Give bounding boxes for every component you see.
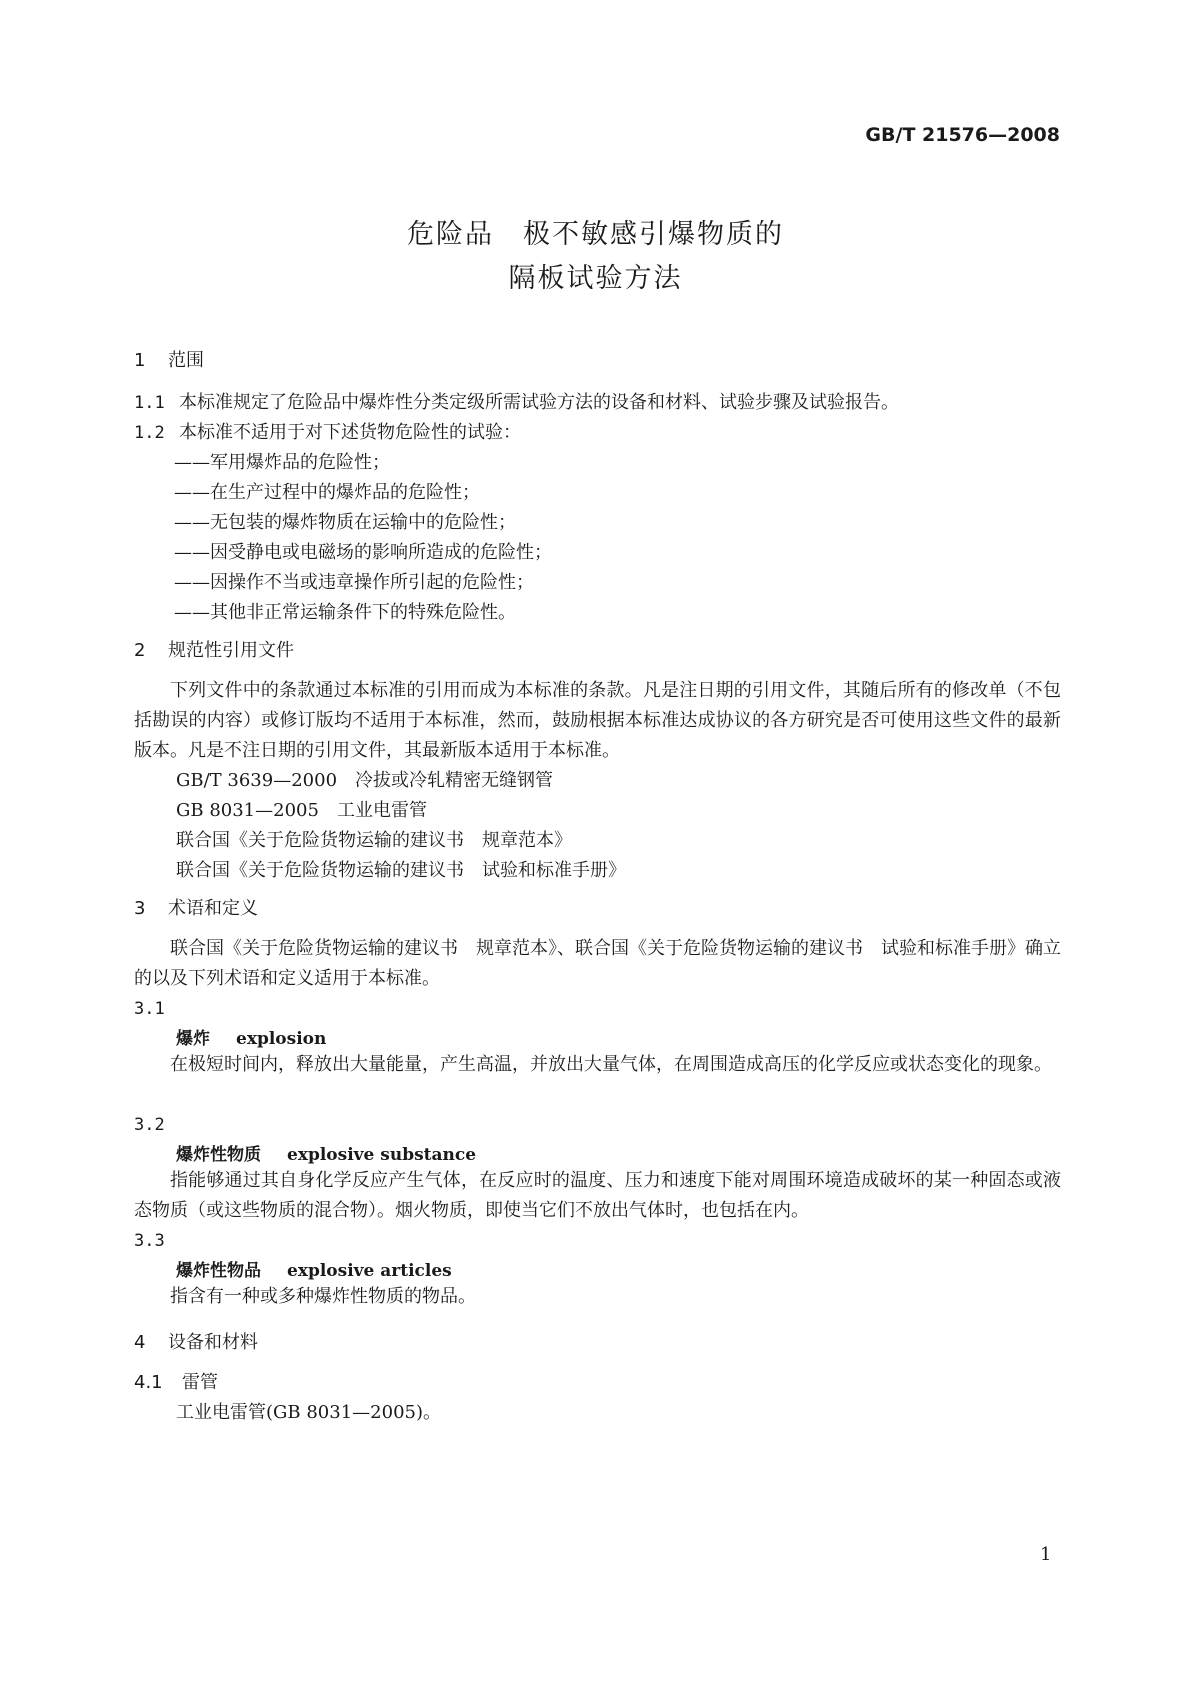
standard-code: GB/T 21576—2008 — [865, 124, 1060, 146]
section-2-paragraph: 下列文件中的条款通过本标准的引用而成为本标准的条款。凡是注日期的引用文件，其随后所有的修改单（不包括勘误的内容）或修订版均不适用于本标准，然而，鼓励根据本标准达成协议的各方研究是否可使用这些文件的最新版本。凡是不注日期的引用文件，其最新版本适用于本标准。 — [134, 680, 1061, 761]
clause-number: 1.1 — [134, 393, 165, 413]
list-item: ——在生产过程中的爆炸品的危险性； — [174, 482, 480, 503]
section-title: 术语和定义 — [168, 898, 258, 919]
section-number: 2 — [134, 640, 146, 661]
section-title: 规范性引用文件 — [168, 640, 294, 661]
section-4-heading — [134, 1328, 258, 1354]
clause-number: 4.1 — [134, 1372, 163, 1393]
section-title: 范围 — [168, 350, 204, 371]
term-en: explosive articles — [287, 1261, 452, 1281]
clause-text: 本标准不适用于对下述货物危险性的试验： — [179, 422, 521, 443]
term-en: explosion — [236, 1029, 327, 1049]
reference-item: GB/T 3639—2000 冷拔或冷轧精密无缝钢管 — [176, 770, 554, 791]
document-title-line1: 危险品 极不敏感引爆物质的 — [407, 219, 784, 250]
term-definition: 指能够通过其自身化学反应产生气体，在反应时的温度、压力和速度下能对周围环境造成破坏的某一种固态或液态物质（或这些物质的混合物）。烟火物质，即使当它们不放出气体时，也包括在内。 — [134, 1170, 1061, 1221]
clause-1-2 — [134, 418, 521, 448]
term-number: 3.2 — [134, 1115, 165, 1135]
term-definition: 指含有一种或多种爆炸性物质的物品。 — [170, 1286, 476, 1307]
section-number: 1 — [134, 350, 146, 371]
clause-4-1-heading — [134, 1368, 218, 1394]
term-zh: 爆炸性物质 — [176, 1145, 261, 1165]
section-3-paragraph: 联合国《关于危险货物运输的建议书 规章范本》、联合国《关于危险货物运输的建议书 试验和标准手册》确立的以及下列术语和定义适用于本标准。 — [134, 938, 1061, 989]
clause-4-1-text: 工业电雷管(GB 8031—2005)。 — [176, 1402, 441, 1423]
clause-title: 雷管 — [182, 1372, 218, 1393]
section-title: 设备和材料 — [168, 1332, 258, 1353]
reference-item: 联合国《关于危险货物运输的建议书 试验和标准手册》 — [176, 860, 626, 881]
term-en: explosive substance — [287, 1145, 477, 1165]
section-3-heading — [134, 894, 258, 920]
document-title-line2: 隔板试验方法 — [508, 263, 683, 294]
section-number: 4 — [134, 1332, 146, 1353]
section-number: 3 — [134, 898, 146, 919]
list-item: ——因受静电或电磁场的影响所造成的危险性； — [174, 542, 552, 563]
term-zh: 爆炸性物品 — [176, 1261, 261, 1281]
list-item: ——无包装的爆炸物质在运输中的危险性； — [174, 512, 516, 533]
clause-1-1 — [134, 388, 899, 418]
section-1-heading — [134, 346, 204, 372]
section-2-heading — [134, 636, 294, 662]
list-item: ——因操作不当或违章操作所引起的危险性； — [174, 572, 534, 593]
reference-item: GB 8031—2005 工业电雷管 — [176, 800, 427, 821]
term-zh: 爆炸 — [176, 1029, 210, 1049]
term-definition: 在极短时间内，释放出大量能量，产生高温，并放出大量气体，在周围造成高压的化学反应或状态变化的现象。 — [170, 1054, 1052, 1075]
page-number: 1 — [1040, 1544, 1052, 1565]
term-heading — [176, 1256, 452, 1281]
term-heading — [176, 1024, 326, 1049]
clause-number: 1.2 — [134, 423, 165, 443]
term-number: 3.3 — [134, 1231, 165, 1251]
reference-item: 联合国《关于危险货物运输的建议书 规章范本》 — [176, 830, 572, 851]
term-heading — [176, 1140, 476, 1165]
list-item: ——其他非正常运输条件下的特殊危险性。 — [174, 602, 516, 623]
term-number: 3.1 — [134, 999, 165, 1019]
clause-text: 本标准规定了危险品中爆炸性分类定级所需试验方法的设备和材料、试验步骤及试验报告。 — [179, 392, 899, 413]
list-item: ——军用爆炸品的危险性； — [174, 452, 390, 473]
